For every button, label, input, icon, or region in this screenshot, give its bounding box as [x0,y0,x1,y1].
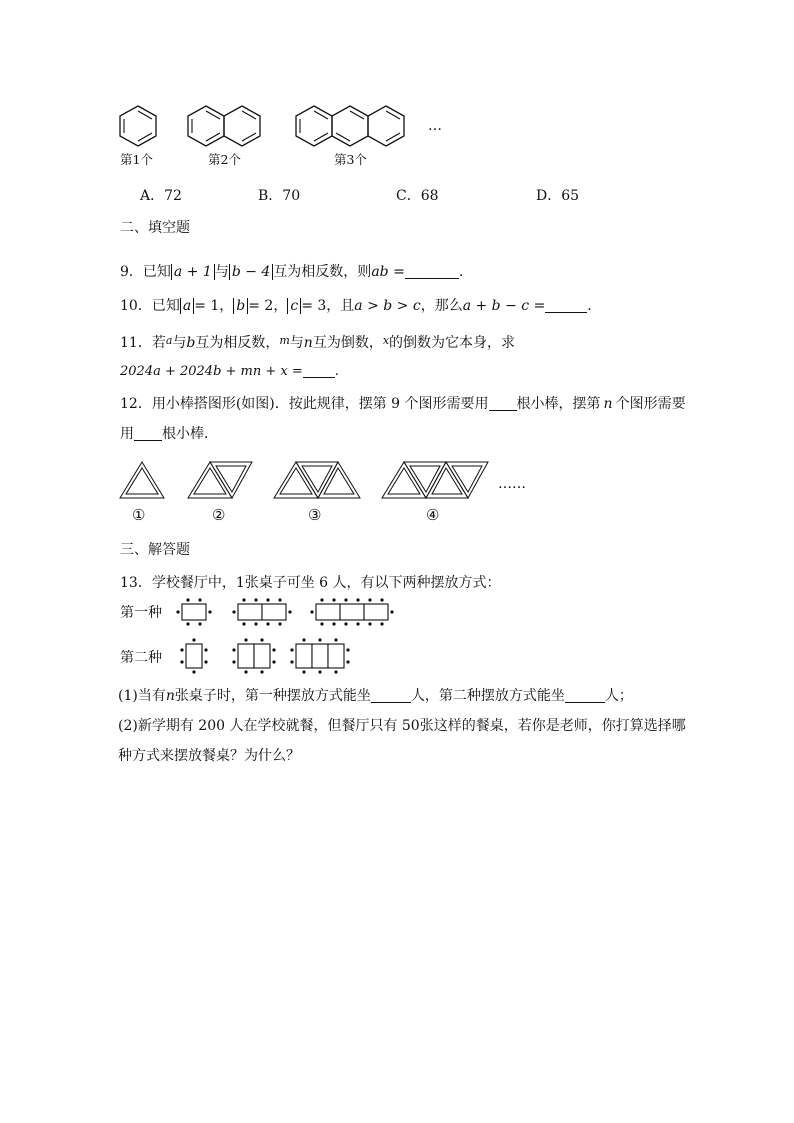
q12-answer-blank-2[interactable] [134,426,162,441]
table-layout-2b [232,638,276,674]
q9-prefix: 9．已知 [120,264,171,280]
q13-intro: 13．学校餐厅中，1张桌子可坐 6 人，有以下两种摆放方式： [120,575,501,591]
stick-figure-4 [380,458,496,502]
q9-abs-1: a + 1 [171,264,215,280]
stick-label-3: ③ [308,506,322,524]
table-layout-1a [176,598,212,626]
q10-answer-blank[interactable] [545,298,587,313]
stick-figure-1 [118,460,166,502]
q11-line-2: 2024a + 2024b + mn + x = . [120,364,339,379]
figure-caption-1: 第1个 [120,152,153,167]
table-layout-1b [232,598,292,626]
table-layout-2a [180,638,208,674]
q12-line-1: 12．用小棒搭图形(如图)．按此规律，摆第 9 个图形需要用 根小棒，摆第 n 个图形需要 [120,396,686,412]
q10-row: 10．已知 a = 1， b = 2， c = 3，且a > b > c，那么a + b − c = . [120,298,592,314]
option-a: A．72 [140,188,182,204]
stick-label-1: ① [132,506,146,524]
q9-abs-2: b − 4 [229,264,274,280]
option-b: B．70 [258,188,301,204]
q12-answer-blank-1[interactable] [489,396,517,411]
section-answer-title: 三、解答题 [120,542,190,558]
q13-answer-blank-2[interactable] [565,688,605,703]
q11-line-1: 11．若$^a$与b互为相反数，$^m$与n互为倒数，$^x$的倒数为它本身，求 [120,334,516,351]
figure-caption-2: 第2个 [208,152,241,167]
hexagon-figure-1 [116,104,160,148]
stick-figure-2 [186,458,256,502]
q11-answer-blank[interactable] [303,363,335,378]
hexagon-figure-3 [294,104,408,148]
table-layout-2c [290,638,350,674]
q12-line-2: 用 根小棒． [120,426,218,442]
q13-sub-2-line-2: 种方式来摆放餐桌？为什么？ [118,748,300,764]
hexagon-figure-2 [186,104,264,148]
stick-label-2: ② [212,506,226,524]
figure-ellipsis: … [428,118,442,134]
table-layout-1c [310,598,394,626]
figure-caption-3: 第3个 [334,152,367,167]
option-c: C．68 [396,188,439,204]
section-fill-in-title: 二、填空题 [120,220,190,236]
stick-label-4: ④ [426,506,440,524]
q13-sub-2-line-1: (2)新学期有 200 人在学校就餐，但餐厅只有 50张这样的餐桌，若你是老师，你打算选择哪 [118,718,686,734]
q13-sub-1: (1)当有n张桌子时，第一种摆放方式能坐 人，第二种摆放方式能坐 人； [118,688,633,704]
q13-answer-blank-1[interactable] [371,688,411,703]
q13-row2-label: 第二种 [120,650,162,666]
q13-row1-label: 第一种 [120,605,162,621]
option-d: D．65 [536,188,580,204]
q9-row: 9．已知 a + 1 与 b − 4 互为相反数，则ab = . [120,264,464,280]
stick-figure-3 [272,458,366,502]
q9-answer-blank[interactable] [405,264,459,279]
stick-ellipsis: …… [498,476,526,492]
